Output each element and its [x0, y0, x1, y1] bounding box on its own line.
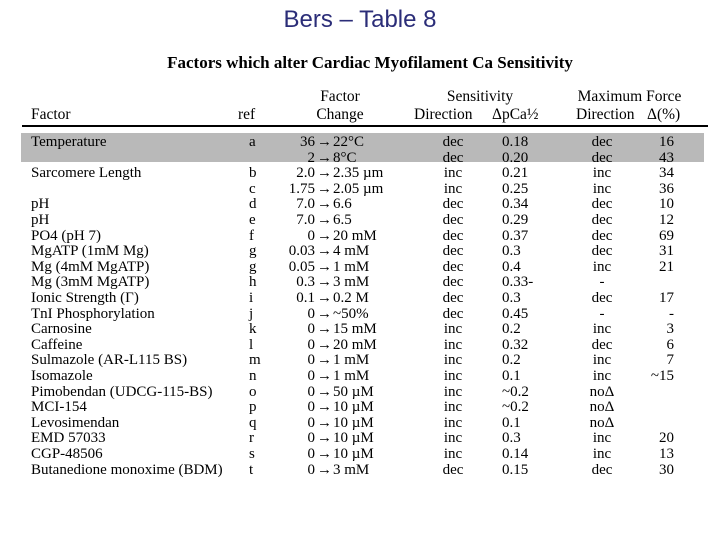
ref-cell: f [249, 227, 254, 244]
force-direction-cell: dec [591, 134, 613, 150]
header-ref: ref [238, 106, 256, 123]
sensitivity-direction-cell: inc [443, 321, 463, 338]
header-change-top: Factor [320, 88, 360, 105]
sensitivity-delta-cell: 0.32 [502, 336, 529, 353]
force-direction-cell: inc [592, 368, 612, 384]
ref-cell: r [249, 430, 254, 447]
force-direction-cell: dec [591, 212, 613, 228]
arrow-glyph: → [317, 430, 332, 447]
factor-cell: pH [31, 196, 50, 213]
arrow-glyph: → [317, 243, 332, 260]
force-direction-cell: - [599, 274, 605, 291]
factor-cell: pH [31, 212, 50, 228]
sensitivity-direction-cell: dec [442, 243, 464, 260]
force-direction-cell: inc [592, 321, 612, 338]
arrow-glyph: → [317, 290, 332, 306]
factor-cell: PO4 (pH 7) [31, 227, 101, 244]
sensitivity-direction-cell: inc [443, 430, 463, 447]
force-direction-cell: noΔ [589, 399, 615, 416]
factor-cell: Ionic Strength (Γ) [31, 290, 139, 306]
factor-cell: Levosimendan [31, 414, 120, 431]
change-from-cell: 2.0 [296, 165, 315, 182]
change-from-cell: 0 [307, 461, 315, 478]
change-to-cell: 4 mM [333, 243, 370, 260]
change-to-cell: 6.6 [333, 196, 352, 213]
sensitivity-direction-cell: inc [443, 446, 463, 462]
slide-title: Bers – Table 8 [283, 6, 437, 33]
change-to-cell: 2.05 µm [333, 180, 384, 197]
sensitivity-delta-cell: 0.29 [502, 212, 529, 228]
force-delta-cell: 21 [659, 258, 674, 275]
sensitivity-direction-cell: inc [443, 352, 463, 369]
header-force-delta: Δ(%) [647, 106, 681, 123]
sensitivity-direction-cell: dec [442, 227, 464, 244]
ref-cell: s [249, 446, 255, 462]
force-direction-cell: noΔ [589, 383, 615, 400]
change-from-cell: 0 [307, 383, 315, 400]
arrow-glyph: → [317, 305, 332, 322]
ref-cell: g [249, 243, 257, 260]
arrow-glyph: → [317, 165, 332, 182]
factor-cell: Caffeine [31, 336, 83, 353]
arrow-glyph: → [317, 461, 332, 478]
header-change-bottom: Change [316, 106, 364, 123]
sensitivity-direction-cell: dec [442, 305, 464, 322]
force-delta-cell: 30 [659, 461, 674, 478]
factor-cell: EMD 57033 [31, 430, 106, 447]
arrow-glyph: → [317, 399, 332, 416]
change-from-cell: 0 [307, 399, 315, 416]
sensitivity-delta-cell: 0.14 [502, 446, 529, 462]
sensitivity-direction-cell: dec [442, 258, 464, 275]
sensitivity-delta-cell: 0.1 [502, 414, 521, 431]
sensitivity-delta-cell: 0.3 [502, 290, 521, 306]
force-delta-cell: 3 [666, 321, 674, 338]
arrow-glyph: → [317, 446, 332, 462]
ref-cell: j [249, 305, 254, 322]
sensitivity-direction-cell: dec [442, 212, 464, 228]
change-from-cell: 0 [307, 368, 315, 384]
change-from-cell: 0 [307, 336, 315, 353]
sensitivity-delta-cell: 0.20 [502, 149, 529, 166]
force-direction-cell: inc [592, 165, 612, 182]
ref-cell: b [249, 165, 257, 182]
change-from-cell: 1.75 [288, 180, 315, 197]
force-direction-cell: dec [591, 461, 613, 478]
ref-cell: o [249, 383, 257, 400]
change-from-cell: 0.1 [296, 290, 315, 306]
change-to-cell: 22°C [333, 134, 365, 150]
arrow-glyph: → [317, 196, 332, 213]
sensitivity-direction-cell: inc [443, 180, 463, 197]
sensitivity-delta-cell: ~0.2 [502, 399, 529, 416]
factor-cell: MgATP (1mM Mg) [31, 243, 149, 260]
sensitivity-delta-cell: ~0.2 [502, 383, 529, 400]
factor-cell: Mg (4mM MgATP) [31, 258, 150, 275]
change-to-cell: 3 mM [333, 274, 370, 291]
change-from-cell: 0.03 [288, 243, 315, 260]
change-to-cell: 50 µM [333, 383, 374, 400]
change-from-cell: 36 [300, 134, 315, 150]
change-from-cell: 0 [307, 446, 315, 462]
sensitivity-delta-cell: 0.34 [502, 196, 529, 213]
sensitivity-direction-cell: inc [443, 383, 463, 400]
factor-cell: Carnosine [31, 321, 92, 338]
ref-cell: q [249, 414, 257, 431]
header-sensitivity-top: Sensitivity [446, 88, 514, 105]
sensitivity-delta-cell: 0.37 [502, 227, 529, 244]
factor-cell: Temperature [31, 134, 107, 150]
force-direction-cell: dec [591, 290, 613, 306]
change-to-cell: 2.35 µm [333, 165, 384, 182]
change-from-cell: 7.0 [296, 196, 315, 213]
sensitivity-delta-cell: 0.4 [502, 258, 521, 275]
force-direction-cell: inc [592, 430, 612, 447]
arrow-glyph: → [317, 274, 332, 291]
sensitivity-direction-cell: inc [443, 368, 463, 384]
arrow-glyph: → [317, 383, 332, 400]
sensitivity-direction-cell: dec [442, 196, 464, 213]
change-to-cell: 1 mM [333, 352, 370, 369]
change-from-cell: 0.3 [296, 274, 315, 291]
sensitivity-delta-cell: 0.3 [502, 430, 521, 447]
change-to-cell: 10 µM [333, 399, 374, 416]
sensitivity-direction-cell: inc [443, 399, 463, 416]
factor-cell: CGP-48506 [31, 446, 103, 462]
factor-cell: Pimobendan (UDCG-115-BS) [31, 383, 213, 400]
force-delta-cell: 16 [659, 134, 674, 150]
ref-cell: l [249, 336, 254, 353]
force-direction-cell: dec [591, 243, 613, 260]
ref-cell: t [249, 461, 254, 478]
force-delta-cell: 31 [659, 243, 674, 260]
header-sensitivity-direction: Direction [414, 106, 473, 123]
force-delta-cell: 34 [659, 165, 674, 182]
change-to-cell: 20 mM [333, 336, 377, 353]
header-sensitivity-delta: ΔpCa½ [492, 106, 539, 123]
change-from-cell: 7.0 [296, 212, 315, 228]
sensitivity-direction-cell: dec [442, 149, 464, 166]
header-force-direction: Direction [576, 106, 635, 123]
factor-cell: Mg (3mM MgATP) [31, 274, 150, 291]
arrow-glyph: → [317, 321, 332, 338]
ref-cell: m [249, 352, 261, 369]
sensitivity-delta-cell: 0.2 [502, 321, 521, 338]
force-delta-cell: 7 [666, 352, 674, 369]
force-direction-cell: inc [592, 446, 612, 462]
force-delta-cell: 20 [659, 430, 674, 447]
arrow-glyph: → [317, 414, 332, 431]
sensitivity-delta-cell: 0.25 [502, 180, 529, 197]
arrow-glyph: → [317, 134, 332, 150]
change-from-cell: 0 [307, 305, 315, 322]
arrow-glyph: → [317, 227, 332, 244]
arrow-glyph: → [317, 180, 332, 197]
change-from-cell: 0 [307, 227, 315, 244]
arrow-glyph: → [317, 149, 332, 166]
force-direction-cell: dec [591, 196, 613, 213]
table-title: Factors which alter Cardiac Myofilament Ca Sensitivity [167, 53, 573, 72]
change-to-cell: 10 µM [333, 446, 374, 462]
ref-cell: a [249, 134, 256, 150]
change-to-cell: 1 mM [333, 368, 370, 384]
ref-cell: e [249, 212, 256, 228]
change-from-cell: 2 [307, 149, 315, 166]
sensitivity-direction-cell: dec [442, 461, 464, 478]
change-to-cell: 20 mM [333, 227, 377, 244]
force-direction-cell: inc [592, 352, 612, 369]
sensitivity-delta-cell: 0.45 [502, 305, 529, 322]
change-to-cell: 3 mM [333, 461, 370, 478]
ref-cell: g [249, 258, 257, 275]
sensitivity-direction-cell: inc [443, 414, 463, 431]
sensitivity-delta-cell: 0.21 [502, 165, 529, 182]
force-delta-cell: 43 [659, 149, 674, 166]
sensitivity-direction-cell: inc [443, 336, 463, 353]
change-from-cell: 0.05 [288, 258, 315, 275]
header-factor: Factor [31, 106, 71, 123]
sensitivity-direction-cell: dec [442, 290, 464, 306]
change-to-cell: ~50% [333, 305, 369, 322]
change-to-cell: 10 µM [333, 430, 374, 447]
force-direction-cell: inc [592, 180, 612, 197]
factor-cell: TnI Phosphorylation [31, 305, 155, 322]
force-delta-cell: 10 [659, 196, 674, 213]
factor-cell: Sulmazole (AR-L115 BS) [31, 352, 188, 369]
arrow-glyph: → [317, 352, 332, 369]
sensitivity-direction-cell: dec [442, 134, 464, 150]
sensitivity-delta-cell: 0.33- [502, 274, 534, 291]
change-to-cell: 8°C [333, 149, 357, 166]
change-to-cell: 15 mM [333, 321, 377, 338]
force-direction-cell: inc [592, 258, 612, 275]
force-delta-cell: - [669, 305, 674, 322]
force-direction-cell: dec [591, 227, 613, 244]
force-delta-cell: 17 [659, 290, 674, 306]
sensitivity-delta-cell: 0.2 [502, 352, 521, 369]
factor-cell: Isomazole [31, 368, 93, 384]
change-to-cell: 0.2 M [333, 290, 369, 306]
ref-cell: c [249, 180, 256, 197]
force-delta-cell: ~15 [650, 368, 674, 384]
factor-cell: MCI-154 [31, 399, 87, 416]
force-direction-cell: dec [591, 336, 613, 353]
arrow-glyph: → [317, 336, 332, 353]
ref-cell: n [249, 368, 257, 384]
force-delta-cell: 69 [659, 227, 674, 244]
change-from-cell: 0 [307, 430, 315, 447]
header-rule [22, 125, 708, 127]
force-direction-cell: dec [591, 149, 613, 166]
ref-cell: d [249, 196, 257, 213]
force-delta-cell: 12 [659, 212, 674, 228]
sensitivity-direction-cell: inc [443, 165, 463, 182]
change-to-cell: 1 mM [333, 258, 370, 275]
force-direction-cell: - [599, 305, 605, 322]
factor-cell: Butanedione monoxime (BDM) [31, 461, 223, 478]
factor-cell: Sarcomere Length [31, 165, 142, 182]
sensitivity-delta-cell: 0.1 [502, 368, 521, 384]
ref-cell: k [249, 321, 257, 338]
change-to-cell: 6.5 [333, 212, 352, 228]
sensitivity-delta-cell: 0.15 [502, 461, 529, 478]
sensitivity-delta-cell: 0.18 [502, 134, 529, 150]
force-delta-cell: 36 [659, 180, 674, 197]
arrow-glyph: → [317, 368, 332, 384]
arrow-glyph: → [317, 258, 332, 275]
force-delta-cell: 6 [666, 336, 674, 353]
ref-cell: p [249, 399, 257, 416]
ref-cell: i [249, 290, 254, 306]
sensitivity-direction-cell: dec [442, 274, 464, 291]
header-force-top: Maximum Force [577, 88, 682, 105]
arrow-glyph: → [317, 212, 332, 228]
change-from-cell: 0 [307, 352, 315, 369]
ref-cell: h [249, 274, 257, 291]
change-from-cell: 0 [307, 321, 315, 338]
change-from-cell: 0 [307, 414, 315, 431]
force-delta-cell: 13 [659, 446, 674, 462]
change-to-cell: 10 µM [333, 414, 374, 431]
sensitivity-delta-cell: 0.3 [502, 243, 521, 260]
force-direction-cell: noΔ [589, 414, 615, 431]
